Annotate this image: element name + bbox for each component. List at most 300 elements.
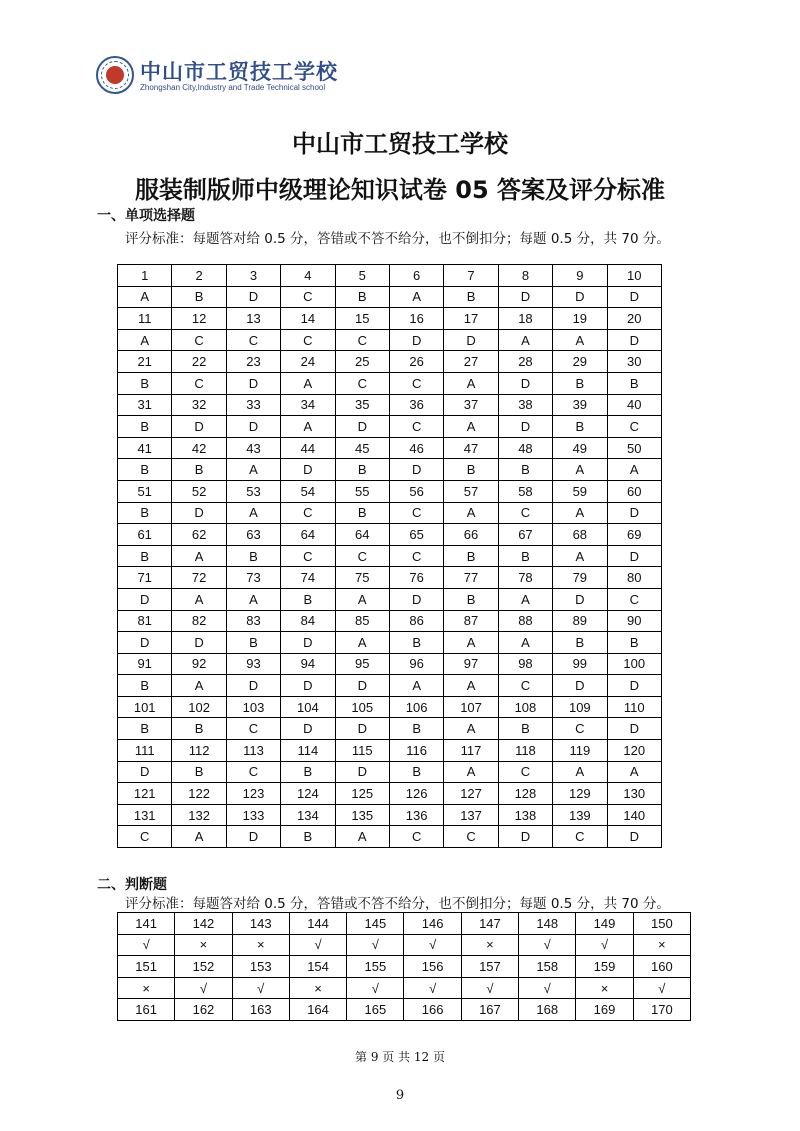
table-cell: 107 — [444, 696, 498, 718]
table-cell: 122 — [172, 783, 226, 805]
table-cell: 72 — [172, 567, 226, 589]
table-cell: B — [172, 761, 226, 783]
table-cell: C — [118, 826, 172, 848]
table-cell: 69 — [607, 524, 661, 546]
table-cell: A — [444, 502, 498, 524]
table-cell: 80 — [607, 567, 661, 589]
table-cell: D — [335, 761, 389, 783]
table-cell: 144 — [289, 913, 346, 935]
table-cell: A — [444, 372, 498, 394]
table-cell: 120 — [607, 740, 661, 762]
table-cell: 84 — [281, 610, 335, 632]
table-cell: 34 — [281, 394, 335, 416]
table-cell: 4 — [281, 265, 335, 287]
table-cell: 148 — [519, 913, 576, 935]
table-cell: B — [389, 761, 443, 783]
table-cell: 108 — [498, 696, 552, 718]
table-row — [118, 416, 662, 438]
table-cell: 12 — [172, 308, 226, 330]
table-row — [118, 524, 662, 546]
table-cell: C — [389, 416, 443, 438]
table-cell: 119 — [553, 740, 607, 762]
table-cell: 15 — [335, 308, 389, 330]
table-cell: C — [172, 329, 226, 351]
table-cell: A — [281, 372, 335, 394]
table-cell: 41 — [118, 437, 172, 459]
table-cell: D — [335, 416, 389, 438]
table-cell: D — [498, 286, 552, 308]
table-row — [118, 653, 662, 675]
table-cell: D — [335, 718, 389, 740]
table-cell: 103 — [226, 696, 280, 718]
table-cell: 165 — [347, 999, 404, 1021]
table-cell: A — [118, 286, 172, 308]
table-cell: 129 — [553, 783, 607, 805]
table-row — [118, 696, 662, 718]
table-cell: 85 — [335, 610, 389, 632]
table-cell: B — [281, 826, 335, 848]
table-cell: 67 — [498, 524, 552, 546]
table-cell: 65 — [389, 524, 443, 546]
table-cell: B — [226, 632, 280, 654]
table-cell: 86 — [389, 610, 443, 632]
table-cell: 43 — [226, 437, 280, 459]
table-cell: 89 — [553, 610, 607, 632]
table-cell: 101 — [118, 696, 172, 718]
table-row — [118, 286, 662, 308]
table-cell: 147 — [461, 913, 518, 935]
table-cell: √ — [519, 934, 576, 956]
table-cell: 44 — [281, 437, 335, 459]
table-cell: B — [607, 372, 661, 394]
table-cell: 131 — [118, 804, 172, 826]
table-cell: 1 — [118, 265, 172, 287]
page-number: 9 — [395, 1088, 405, 1103]
table-cell: 6 — [389, 265, 443, 287]
table-cell: B — [335, 286, 389, 308]
table-cell: D — [607, 329, 661, 351]
table-cell: B — [118, 416, 172, 438]
table-cell: 160 — [633, 956, 690, 978]
table-cell: × — [232, 934, 289, 956]
table-cell: 132 — [172, 804, 226, 826]
table-cell: C — [389, 502, 443, 524]
table-cell: 51 — [118, 480, 172, 502]
table-cell: 54 — [281, 480, 335, 502]
table-cell: C — [281, 502, 335, 524]
table-cell: D — [281, 718, 335, 740]
table-cell: B — [172, 286, 226, 308]
table-cell: 20 — [607, 308, 661, 330]
table-cell: B — [118, 545, 172, 567]
table-cell: A — [444, 761, 498, 783]
table-cell: 10 — [607, 265, 661, 287]
table-cell: 73 — [226, 567, 280, 589]
table-cell: 112 — [172, 740, 226, 762]
table-cell: 163 — [232, 999, 289, 1021]
table-cell: B — [172, 459, 226, 481]
table-cell: 28 — [498, 351, 552, 373]
table-cell: 66 — [444, 524, 498, 546]
table-cell: 68 — [553, 524, 607, 546]
document-subtitle: 服装制版师中级理论知识试卷 05 答案及评分标准 — [134, 176, 666, 204]
table-cell: C — [281, 329, 335, 351]
table-cell: 127 — [444, 783, 498, 805]
table-cell: C — [553, 826, 607, 848]
document-title: 中山市工贸技工学校 — [292, 130, 508, 158]
table-cell: D — [335, 675, 389, 697]
table-cell: 117 — [444, 740, 498, 762]
table-cell: D — [553, 588, 607, 610]
table-cell: A — [172, 675, 226, 697]
table-cell: 96 — [389, 653, 443, 675]
table-row — [118, 999, 691, 1021]
table-cell: 146 — [404, 913, 461, 935]
table-cell: A — [226, 588, 280, 610]
table-cell: C — [498, 675, 552, 697]
table-row — [118, 934, 691, 956]
table-cell: D — [226, 286, 280, 308]
table-cell: 37 — [444, 394, 498, 416]
table-cell: A — [607, 761, 661, 783]
table-cell: A — [335, 588, 389, 610]
table-cell: B — [607, 632, 661, 654]
table-cell: D — [607, 718, 661, 740]
table-row — [118, 502, 662, 524]
table-row — [118, 718, 662, 740]
table-cell: 7 — [444, 265, 498, 287]
table-cell: 81 — [118, 610, 172, 632]
table-cell: A — [335, 632, 389, 654]
table-cell: D — [607, 675, 661, 697]
table-cell: √ — [232, 977, 289, 999]
table-row — [118, 480, 662, 502]
table-cell: C — [607, 416, 661, 438]
table-cell: 113 — [226, 740, 280, 762]
table-cell: 71 — [118, 567, 172, 589]
table-cell: 115 — [335, 740, 389, 762]
table-cell: √ — [633, 977, 690, 999]
table-cell: √ — [576, 934, 633, 956]
table-cell: C — [389, 826, 443, 848]
table-cell: D — [553, 286, 607, 308]
table-cell: D — [118, 588, 172, 610]
table-cell: 155 — [347, 956, 404, 978]
table-cell: 95 — [335, 653, 389, 675]
table-cell: A — [553, 329, 607, 351]
table-cell: C — [498, 502, 552, 524]
table-cell: B — [444, 286, 498, 308]
table-cell: C — [389, 545, 443, 567]
table-cell: 5 — [335, 265, 389, 287]
table-cell: √ — [175, 977, 232, 999]
table-cell: D — [498, 826, 552, 848]
table-cell: B — [389, 718, 443, 740]
table-cell: B — [444, 545, 498, 567]
table-cell: 166 — [404, 999, 461, 1021]
table-cell: 150 — [633, 913, 690, 935]
table-cell: B — [553, 372, 607, 394]
table-row — [118, 567, 662, 589]
table-row — [118, 588, 662, 610]
section2-criteria: 评分标准：每题答对给 0.5 分，答错或不答不给分，也不倒扣分；每题 0.5 分，共 70 分。 — [125, 896, 670, 912]
table-cell: 139 — [553, 804, 607, 826]
table-cell: 102 — [172, 696, 226, 718]
table-cell: 167 — [461, 999, 518, 1021]
table-cell: 94 — [281, 653, 335, 675]
table-cell: 154 — [289, 956, 346, 978]
table-cell: × — [461, 934, 518, 956]
table-cell: B — [389, 632, 443, 654]
table-cell: 21 — [118, 351, 172, 373]
table-row — [118, 308, 662, 330]
table-cell: B — [118, 372, 172, 394]
table-cell: D — [553, 675, 607, 697]
section1-heading: 一、单项选择题 — [97, 208, 195, 224]
table-cell: 125 — [335, 783, 389, 805]
table-cell: 33 — [226, 394, 280, 416]
table-cell: A — [444, 675, 498, 697]
table-cell: A — [335, 826, 389, 848]
school-seal-icon — [96, 56, 134, 94]
table-cell: 91 — [118, 653, 172, 675]
table-cell: B — [553, 416, 607, 438]
table-cell: 78 — [498, 567, 552, 589]
table-cell: 142 — [175, 913, 232, 935]
table-cell: 25 — [335, 351, 389, 373]
table-cell: A — [498, 329, 552, 351]
table-cell: D — [607, 286, 661, 308]
table-cell: C — [226, 718, 280, 740]
table-cell: 126 — [389, 783, 443, 805]
logo-name-cn: 中山市工贸技工学校 — [140, 59, 338, 84]
table-row — [118, 632, 662, 654]
table-cell: 118 — [498, 740, 552, 762]
table-cell: D — [281, 632, 335, 654]
table-cell: 59 — [553, 480, 607, 502]
table-cell: 50 — [607, 437, 661, 459]
logo-name-en: Zhongshan City,Industry and Trade Technical school — [140, 83, 326, 92]
table-cell: 134 — [281, 804, 335, 826]
table-cell: 124 — [281, 783, 335, 805]
table-cell: D — [118, 761, 172, 783]
table-row — [118, 437, 662, 459]
table-cell: A — [118, 329, 172, 351]
table-cell: 111 — [118, 740, 172, 762]
table-cell: 143 — [232, 913, 289, 935]
table-cell: 158 — [519, 956, 576, 978]
table-cell: A — [226, 502, 280, 524]
table-cell: C — [498, 761, 552, 783]
table-cell: 53 — [226, 480, 280, 502]
table-row — [118, 740, 662, 762]
table-cell: 159 — [576, 956, 633, 978]
table-cell: 56 — [389, 480, 443, 502]
table-row — [118, 545, 662, 567]
table-row — [118, 610, 662, 632]
table-cell: A — [389, 675, 443, 697]
table-cell: 63 — [226, 524, 280, 546]
table-cell: 36 — [389, 394, 443, 416]
table-cell: 98 — [498, 653, 552, 675]
table-cell: 48 — [498, 437, 552, 459]
table-cell: B — [553, 632, 607, 654]
table-cell: A — [172, 588, 226, 610]
table-cell: B — [335, 502, 389, 524]
table-cell: 9 — [553, 265, 607, 287]
table-cell: 62 — [172, 524, 226, 546]
table-cell: 123 — [226, 783, 280, 805]
table-cell: 104 — [281, 696, 335, 718]
table-cell: A — [553, 459, 607, 481]
table-cell: A — [444, 718, 498, 740]
table-cell: 161 — [118, 999, 175, 1021]
table-cell: × — [175, 934, 232, 956]
table-cell: 45 — [335, 437, 389, 459]
table-row — [118, 783, 662, 805]
true-false-answer-table — [117, 912, 691, 1021]
table-cell: 162 — [175, 999, 232, 1021]
table-cell: D — [607, 826, 661, 848]
table-cell: D — [281, 459, 335, 481]
table-cell: 168 — [519, 999, 576, 1021]
table-cell: A — [607, 459, 661, 481]
table-cell: D — [172, 416, 226, 438]
table-cell: 110 — [607, 696, 661, 718]
table-cell: × — [289, 977, 346, 999]
table-cell: B — [498, 718, 552, 740]
table-cell: D — [444, 329, 498, 351]
table-cell: 64 — [281, 524, 335, 546]
table-cell: 35 — [335, 394, 389, 416]
table-cell: D — [498, 372, 552, 394]
table-cell: 22 — [172, 351, 226, 373]
table-cell: A — [172, 826, 226, 848]
table-cell: 3 — [226, 265, 280, 287]
table-cell: √ — [404, 934, 461, 956]
multiple-choice-answer-table — [117, 264, 662, 848]
table-row — [118, 977, 691, 999]
table-cell: D — [389, 588, 443, 610]
table-cell: D — [226, 416, 280, 438]
table-cell: C — [607, 588, 661, 610]
table-cell: 55 — [335, 480, 389, 502]
table-cell: 87 — [444, 610, 498, 632]
table-cell: C — [335, 545, 389, 567]
table-cell: 13 — [226, 308, 280, 330]
table-cell: 90 — [607, 610, 661, 632]
table-cell: B — [118, 718, 172, 740]
table-row — [118, 351, 662, 373]
table-cell: B — [118, 459, 172, 481]
table-row — [118, 394, 662, 416]
table-cell: C — [389, 372, 443, 394]
table-cell: 18 — [498, 308, 552, 330]
table-cell: 140 — [607, 804, 661, 826]
table-cell: 23 — [226, 351, 280, 373]
table-cell: C — [444, 826, 498, 848]
table-cell: 76 — [389, 567, 443, 589]
table-cell: 116 — [389, 740, 443, 762]
table-cell: 133 — [226, 804, 280, 826]
table-cell: 88 — [498, 610, 552, 632]
table-cell: D — [226, 675, 280, 697]
table-cell: D — [118, 632, 172, 654]
table-cell: 79 — [553, 567, 607, 589]
table-cell: C — [172, 372, 226, 394]
section2-heading: 二、判断题 — [97, 877, 167, 893]
table-cell: 38 — [498, 394, 552, 416]
table-row — [118, 265, 662, 287]
table-cell: B — [172, 718, 226, 740]
table-cell: D — [607, 502, 661, 524]
table-cell: 141 — [118, 913, 175, 935]
table-cell: √ — [289, 934, 346, 956]
table-row — [118, 372, 662, 394]
table-cell: A — [553, 545, 607, 567]
table-cell: C — [281, 545, 335, 567]
table-cell: 92 — [172, 653, 226, 675]
table-cell: 2 — [172, 265, 226, 287]
table-cell: A — [444, 632, 498, 654]
table-cell: √ — [347, 977, 404, 999]
table-cell: B — [498, 459, 552, 481]
table-cell: 97 — [444, 653, 498, 675]
table-cell: 24 — [281, 351, 335, 373]
table-cell: 128 — [498, 783, 552, 805]
table-cell: B — [281, 588, 335, 610]
table-cell: 42 — [172, 437, 226, 459]
table-cell: A — [226, 459, 280, 481]
table-cell: 61 — [118, 524, 172, 546]
table-cell: 11 — [118, 308, 172, 330]
table-cell: D — [281, 675, 335, 697]
table-cell: 19 — [553, 308, 607, 330]
table-cell: 26 — [389, 351, 443, 373]
table-cell: D — [172, 632, 226, 654]
table-cell: √ — [404, 977, 461, 999]
table-cell: B — [118, 502, 172, 524]
table-cell: 169 — [576, 999, 633, 1021]
table-cell: 49 — [553, 437, 607, 459]
table-cell: 135 — [335, 804, 389, 826]
table-cell: 153 — [232, 956, 289, 978]
table-cell: × — [633, 934, 690, 956]
page-info: 第 9 页 共 12 页 — [355, 1050, 445, 1064]
table-cell: 58 — [498, 480, 552, 502]
table-cell: D — [607, 545, 661, 567]
table-cell: 47 — [444, 437, 498, 459]
table-cell: 82 — [172, 610, 226, 632]
table-cell: 40 — [607, 394, 661, 416]
table-cell: D — [389, 459, 443, 481]
table-cell: 130 — [607, 783, 661, 805]
table-cell: 170 — [633, 999, 690, 1021]
table-cell: 152 — [175, 956, 232, 978]
table-cell: C — [335, 329, 389, 351]
table-cell: 27 — [444, 351, 498, 373]
table-cell: 75 — [335, 567, 389, 589]
table-cell: 151 — [118, 956, 175, 978]
table-cell: A — [172, 545, 226, 567]
table-cell: B — [498, 545, 552, 567]
table-cell: 156 — [404, 956, 461, 978]
table-cell: C — [226, 761, 280, 783]
table-cell: 64 — [335, 524, 389, 546]
table-cell: D — [498, 416, 552, 438]
table-cell: 137 — [444, 804, 498, 826]
table-cell: √ — [519, 977, 576, 999]
